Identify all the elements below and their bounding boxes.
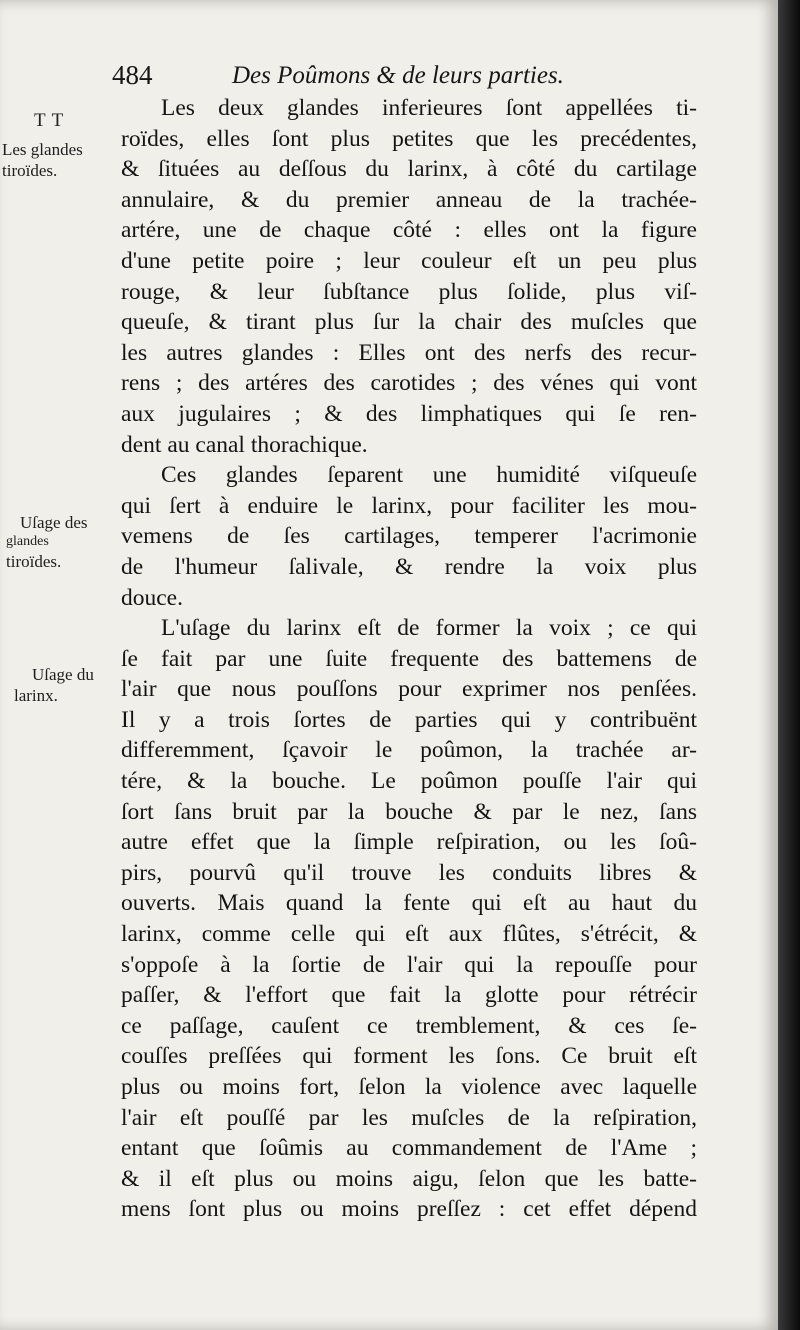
- paragraph-usage-glandes: Ces glandes ſeparent une humidité viſqueuſe qui ſert à enduire le larinx, pour faciliter les mou- vemens de ſes cartilages, temperer l'acrimonie de l'humeur ſalivale, & rendre la voix plus douce.: [121, 462, 697, 611]
- signature-mark: T T: [34, 110, 65, 131]
- margin-note-usage-glandes: Uſage des glandes tiroïdes.: [6, 513, 88, 571]
- margin-note-glandes-tiroides: Les glandes tiroïdes.: [2, 140, 83, 180]
- running-title: Des Poûmons & de leurs parties.: [232, 62, 564, 89]
- margin-note-usage-larinx: Uſage du larinx.: [14, 665, 94, 705]
- page-number: 484: [112, 60, 153, 90]
- page-gutter-shadow: [778, 0, 800, 1330]
- paragraph-glandes-tiroides: Les deux glandes inferieures ſont appellées ti- roïdes, elles ſont plus petites que les precédentes, & ſituées au deſſous du larinx, à côté du cartilage annulaire, & du premier anneau de la trachée- artére, une de chaque côté : elles ont la figure d'une petite poire ; leur couleur eſt un peu plus rouge, & leur ſubſtance plus ſolide, plus viſ- queuſe, & tirant plus ſur la chair des muſcles que les autres glandes : Elles ont des nerfs des recur- rens ; des artéres des carotides ; des vénes qui vont aux jugulaires ; & des limphatiques qui ſe ren- dent au canal thorachique.: [121, 95, 697, 458]
- body-text: [121, 93, 697, 1225]
- paragraph-usage-larinx: L'uſage du larinx eſt de former la voix ; ce qui ſe fait par une ſuite frequente des battemens de l'air que nous pouſſons pour exprimer nos penſées. Il y a trois ſortes de parties qui y contribuënt differemment, ſçavoir le poûmon, la trachée ar- tére, & la bouche. Le poûmon pouſſe l'air qui ſort ſans bruit par la bouche & par le nez, ſans autre effet que la ſimple reſpiration, ou les ſoû- pirs, pourvû qu'il trouve les conduits libres & ouverts. Mais quand la fente qui eſt au haut du larinx, comme celle qui eſt aux flûtes, s'étrécit, & s'oppoſe à la ſortie de l'air qui la repouſſe pour paſſer, & l'effort que fait la glotte pour rétrécir ce paſſage, cauſent ce tremblement, & ces ſe- couſſes preſſées qui forment les ſons. Ce bruit eſt plus ou moins fort, ſelon la violence avec laquelle l'air eſt pouſſé par les muſcles de la reſpiration, entant que ſoûmis au commandement de l'Ame ; & il eſt plus ou moins aigu, ſelon que les batte- mens ſont plus ou moins preſſez : cet effet dépend: [121, 615, 697, 1223]
